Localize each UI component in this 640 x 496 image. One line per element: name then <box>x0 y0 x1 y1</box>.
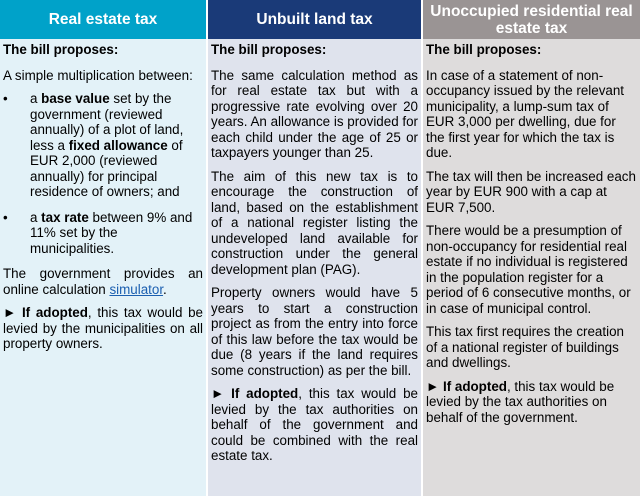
column-unoccupied-tax <box>423 39 640 496</box>
if-adopted-label: ► If adopted <box>211 386 299 401</box>
increase-paragraph: The tax will then be increased each year by EUR 900 with a cap at EUR 7,500. <box>426 168 636 215</box>
header-label: Unbuilt land tax <box>256 11 373 28</box>
bullet-list <box>3 91 203 256</box>
intro-text: A simple multiplication between: <box>3 67 193 83</box>
tax-rate-term: tax rate <box>41 209 89 225</box>
column-real-estate-tax <box>0 39 208 496</box>
header-unbuilt-land-tax <box>208 0 423 39</box>
register-paragraph: This tax first requires the creation of a national register of buildings and dwellings. <box>426 324 624 370</box>
header-unoccupied-tax <box>423 0 640 39</box>
lump-sum-paragraph: In case of a statement of non-occupancy issued by the relevant municipality, a lump-sum tax of EUR 3,000 per dwelling, due for the first year for which the tax is due. <box>426 67 625 160</box>
if-adopted-label: ► If adopted <box>3 305 88 320</box>
bill-proposes-label: The bill proposes: <box>3 42 119 57</box>
presumption-paragraph: There would be a presumption of non-occupancy for residential real estate if no individual is registered in the population register for a period of 6 consecutive months, or in case of municipal control. <box>426 223 631 316</box>
header-label: Real estate tax <box>48 11 158 28</box>
base-value-term: base value <box>41 91 110 106</box>
column-unbuilt-land-tax <box>208 39 423 496</box>
if-adopted-paragraph: ► If adopted, this tax would be levied by the tax authorities on behalf of the government. <box>426 378 615 425</box>
aim-paragraph: The aim of this new tax is to encourage the construction of land, based on the establishment of a national register listing the undeveloped land available for construction under the general development plan (PAG). <box>211 168 418 277</box>
bill-proposes-label: The bill proposes: <box>211 42 327 57</box>
if-adopted-label: ► If adopted <box>426 378 507 394</box>
if-adopted-paragraph: ► If adopted, this tax would be levied by the municipalities on all property owners. <box>3 305 203 351</box>
if-adopted-paragraph: ► If adopted, this tax would be levied by the tax authorities on behalf of the government and could be combined with the real estate tax. <box>211 386 418 463</box>
header-label: Unoccupied residential real estate tax <box>430 2 633 37</box>
deadline-paragraph: Property owners would have 5 years to start a construction project as from the entry into force of this law before the tax would be due (8 years if the land requires some construction) as per the bill. <box>211 285 418 378</box>
bullet-tax-rate: • a tax rate between 9% and 11% set by the municipalities. <box>3 210 203 257</box>
simulator-paragraph: The government provides an online calculation simulator. <box>3 266 203 297</box>
calculation-paragraph: The same calculation method as for real estate tax but with a progressive rate evolving over 20 years. An allowance is provided for each child under the age of 25 or taxpayers younger than 25. <box>211 67 418 160</box>
header-real-estate-tax <box>0 0 208 39</box>
simulator-link[interactable]: simulator <box>109 281 164 297</box>
bullet-base-value: • a base value set by the government (reviewed annually) of a plot of land, less a fixed allowance of EUR 2,000 (reviewed annually) for principal residence of owners; and <box>3 91 203 200</box>
fixed-allowance-term: fixed allowance <box>68 137 168 153</box>
bill-proposes-label: The bill proposes: <box>426 42 542 57</box>
